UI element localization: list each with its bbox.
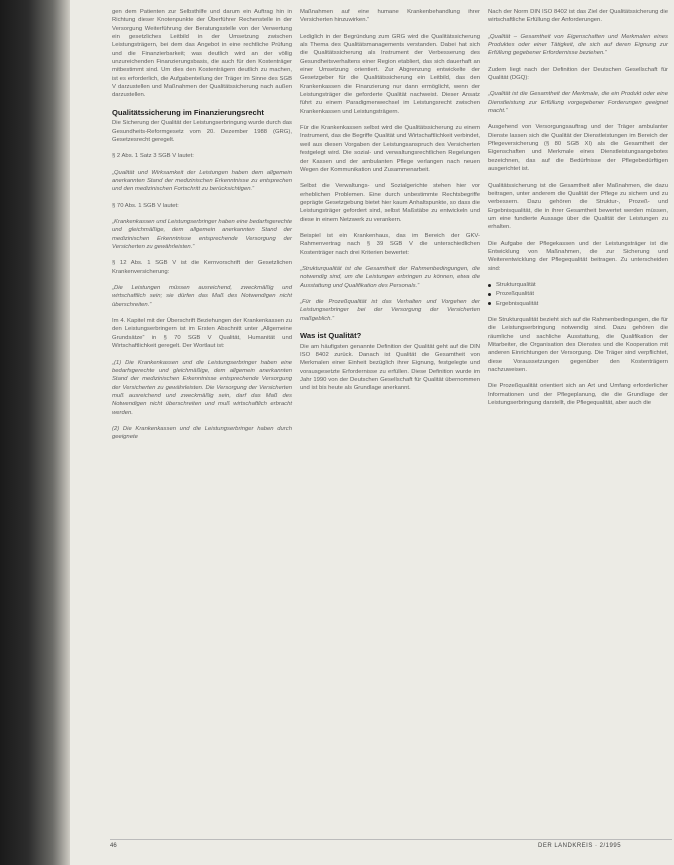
bullet-label: Strukturqualität [496,281,536,288]
paragraph: Im 4. Kapitel mit der Überschrift Beziehungen der Krankenkassen zu den Leistungserbringern ist im Ersten Abschnitt unter „Allgemeine Grundsätze“ in § 70 SGB V Qualität, Humanität und Wirtschaftlichkeit geregelt. Der Wortlaut ist: [112,318,292,350]
paragraph: Für die Krankenkassen selbst wird die Qualitätssicherung zu einem Instrument, das die Begriffe Qualität und Wirtschaftlichkeit verbindet, weil aus diesen Vorgaben der Leistungsanspruch des Versicherten festgelegt wird. Die sozial- und verwaltungsrechtlichen Regelungen der Kassen und der ambulanten Pflege verlangen nach neuen Wegen der Kommunikation und Zusammenarbeit. [300,125,480,173]
text-column-middle [300,8,480,401]
legal-quote: „Die Leistungen müssen ausreichend, zweckmäßig und wirtschaftlich sein; sie dürfen das Maß des Notwendigen nicht überschreiten.“ [112,285,292,308]
paragraph: Beispiel ist ein Krankenhaus, das im Bereich der GKV-Rahmenvertrag nach § 39 SGB V die unterschiedlichen Kostenträger nach drei Kriterien bewertet: [300,232,480,256]
paragraph: Selbst die Verwaltungs- und Sozialgerichte stehen hier vor erheblichen Problemen. Eine durch unbestimmte Rechtsbegriffe geprägte Gesetzgebung bietet hier kaum Anhaltspunkte, so dass die Leistungsträger gefordert sind, selbst Maßstäbe zu entwickeln und diese in einem Netzwerk zu verankern. [300,183,480,223]
paragraph: Nach der Norm DIN ISO 8402 ist das Ziel der Qualitätssicherung die wirtschaftliche Erfüllung der Anforderungen. [488,9,668,24]
paragraph: Die Prozeßqualität orientiert sich an Art und Umfang erforderlicher Informationen und der Pflegeplanung, die die Grundlage der Leistungserbringung darstellt, die Pflegequalität, aber auch die [488,383,668,407]
paragraph: Lediglich in der Begründung zum GRG wird die Qualitätssicherung als Thema des Qualitätsmanagements verstanden. Dabei hat sich die Qualitätssicherung als Instrument der Verbesserung des Gesundheitsverhaltens einer Region etabliert, das sich dauerhaft an einer Umsetzung orientiert. Zur Abgrenzung entwickelte der Gesetzgeber für die Qualitätssicherung ein Leitbild, das den Krankenkassen die Finanzierung nur dann ermöglicht, wenn der Leistungsträger die geforderte Qualität nachweist. Dieser Ansatz führt zu einem Paradigmenwechsel im Leistungsrecht zwischen Krankenkassen und Leistungsträgern. [300,33,480,115]
paragraph: § 70 Abs. 1 SGB V lautet: [112,202,179,209]
bullet-item [488,300,668,308]
paragraph: Ausgehend von Versorgungsauftrag und der Träger ambulanter Dienste lassen sich die Qualität der Dienstleistungen im Bereich der Pflegeversicherung (§ 80 SGB XI) als die Gesamtheit der Eigenschaften und Merkmale eines Dienstleistungsangebotes bezeichnen, das auf die Bedürfnisse der Pflegebedürftigen ausgerichtet ist. [488,124,668,173]
bullet-label: Prozeßqualität [496,291,534,298]
paragraph: Die Strukturqualität bezieht sich auf die Rahmenbedingungen, die für die Leistungserbringung notwendig sind. Dazu gehören die räumliche und sachliche Ausstattung, die Qualifikation der Mitarbeiter, die Organisation des Dienstes und die Kooperation mit anderen Einrichtungen der Versorgung. Die Träger sind verpflichtet, diese Voraussetzungen gegenüber den Kostenträgern nachzuweisen. [488,316,668,374]
legal-quote: „Qualität und Wirksamkeit der Leistungen haben dem allgemein anerkannten Stand der medizinischen Erkenntnisse zu entsprechen und den medizinischen Fortschritt zu berücksichtigen.“ [112,169,292,193]
paragraph: Maßnahmen auf eine humane Krankenbehandlung ihrer Versicherten hinzuwirken.“ [300,9,480,24]
definition-quote: „Qualität ist die Gesamtheit der Merkmale, die ein Produkt oder eine Dienstleistung zur Erfüllung vorgegebener Forderungen geeignet macht.“ [488,91,668,115]
bullet-item [488,281,668,289]
legal-quote: (2) Die Krankenkassen und die Leistungserbringer haben durch geeignete [112,425,292,441]
bullet-item [488,290,668,298]
section-heading-was-ist-qualitaet: Was ist Qualität? [300,331,362,340]
legal-quote: „Strukturqualität ist die Gesamtheit der Rahmenbedingungen, die notwendig sind, um die Leistungen erbringen zu können, etwa die Ausstattung und Qualifikation des Personals.“ [300,265,480,289]
paragraph: Die Aufgabe der Pflegekassen und der Leistungsträger ist die Entwicklung von Maßnahmen, die zur Sicherung und Weiterentwicklung der Pflegequalität beitragen. Zu unterscheiden sind: [488,240,668,272]
paragraph: Die Sicherung der Qualität der Leistungserbringung wurde durch das Gesundheits-Reformgesetz vom 20. Dezember 1988 (GRG), Gesetzesrecht geregelt. [112,120,292,143]
footer-divider [110,839,672,840]
paragraph: Qualitätssicherung ist die Gesamtheit aller Maßnahmen, die dazu beitragen, unter anderem die Qualität der Pflege zu sichern und zu verbessern. Dazu gehören die Struktur-, Prozeß- und Ergebnisqualität, die in ihrer Gesamtheit bewertet werden müssen, um eine fundierte Aussage über die Qualität der Leistungen zu erhalten. [488,182,668,231]
bullet-icon [488,293,491,296]
paragraph: Zudem liegt nach der Definition der Deutschen Gesellschaft für Qualität (DGQ): [488,66,668,82]
section-heading-qualitaetssicherung: Qualitätssicherung im Finanzierungsrecht [112,107,264,117]
bullet-icon [488,284,491,287]
magazine-page [70,0,674,865]
definition-quote: „Qualität – Gesamtheit von Eigenschaften und Merkmalen eines Produktes oder einer Tätigkeit, die sich auf deren Eignung zur Erfüllung gegebener Erfordernisse beziehen.“ [488,33,668,57]
legal-quote: „(1) Die Krankenkassen und die Leistungserbringer haben eine bedarfsgerechte und gleichmäßige, dem allgemein anerkannten Stand der medizinischen Erkenntnisse entsprechende Versorgung der Versicherten zu gewährleisten. Die Versorgung der Versicherten muß ausreichend und zweckmäßig sein, darf das Maß des Notwendigen nicht überschreiten und muß wirtschaftlich erbracht werden. [112,359,292,416]
paragraph: gen dem Patienten zur Selbsthilfe und darum ein Auftrag hin in Richtung dieser Knotenpunkte der Überführer Rechenstelle in der Versorgung Weiterführung der Beratungsstelle von der Verwertung ein gesetzliches Leitbild in der Umsetzung zwischen Leistungsträgern, bei dem das Angebot in eine rechtliche Prüfung und die Finanzierbarkeit; was deutlich wird an der völlig unzureichenden Finanzierungsbasis, die auch für den Kostenträger mitbestimmt sind. Um dies den Kostenträgern deutlich zu machen, ist es erforderlich, die Aufgabenteilung der Träger im Sinne des SGB V darzustellen und Maßnahmen der Qualitätssicherung nach außen darzustellen. [112,9,292,99]
text-column-right [488,8,668,415]
legal-quote: „Krankenkassen und Leistungserbringer haben eine bedarfsgerechte und gleichmäßige, dem allgemein anerkannten Stand der medizinischen Erkenntnisse entsprechende Versorgung der Versicherten zu gewährleisten.“ [112,219,292,251]
bullet-label: Ergebnisqualität [496,300,539,307]
page-number: 46 [110,843,117,849]
bullet-list [488,281,668,308]
paragraph: § 12 Abs. 1 SGB V ist die Kernvorschrift der Gesetzlichen Krankenversicherung: [112,260,292,275]
bullet-icon [488,302,491,305]
paragraph: Die am häufigsten genannte Definition der Qualität geht auf die DIN ISO 8402 zurück. Danach ist Qualität die Gesamtheit von Merkmalen einer Einheit bezüglich ihrer Eignung, festgelegte und vorausgesetzte Erfordernisse zu erfüllen. Diese Definition wurde im Jahr 1990 von der Deutschen Gesellschaft für Qualität übernommen und ist bis heute als Grundlage anerkannt. [300,343,480,392]
legal-quote: „Für die Prozeßqualität ist das Verhalten und Vorgehen der Leistungserbringer bei der Versorgung der Versicherten maßgeblich.“ [300,298,480,322]
text-column-left [112,8,292,450]
magazine-footer: DER LANDKREIS · 2/1995 [538,843,622,849]
book-gutter-shadow [0,0,70,865]
paragraph: § 2 Abs. 1 Satz 3 SGB V lautet: [112,153,194,160]
